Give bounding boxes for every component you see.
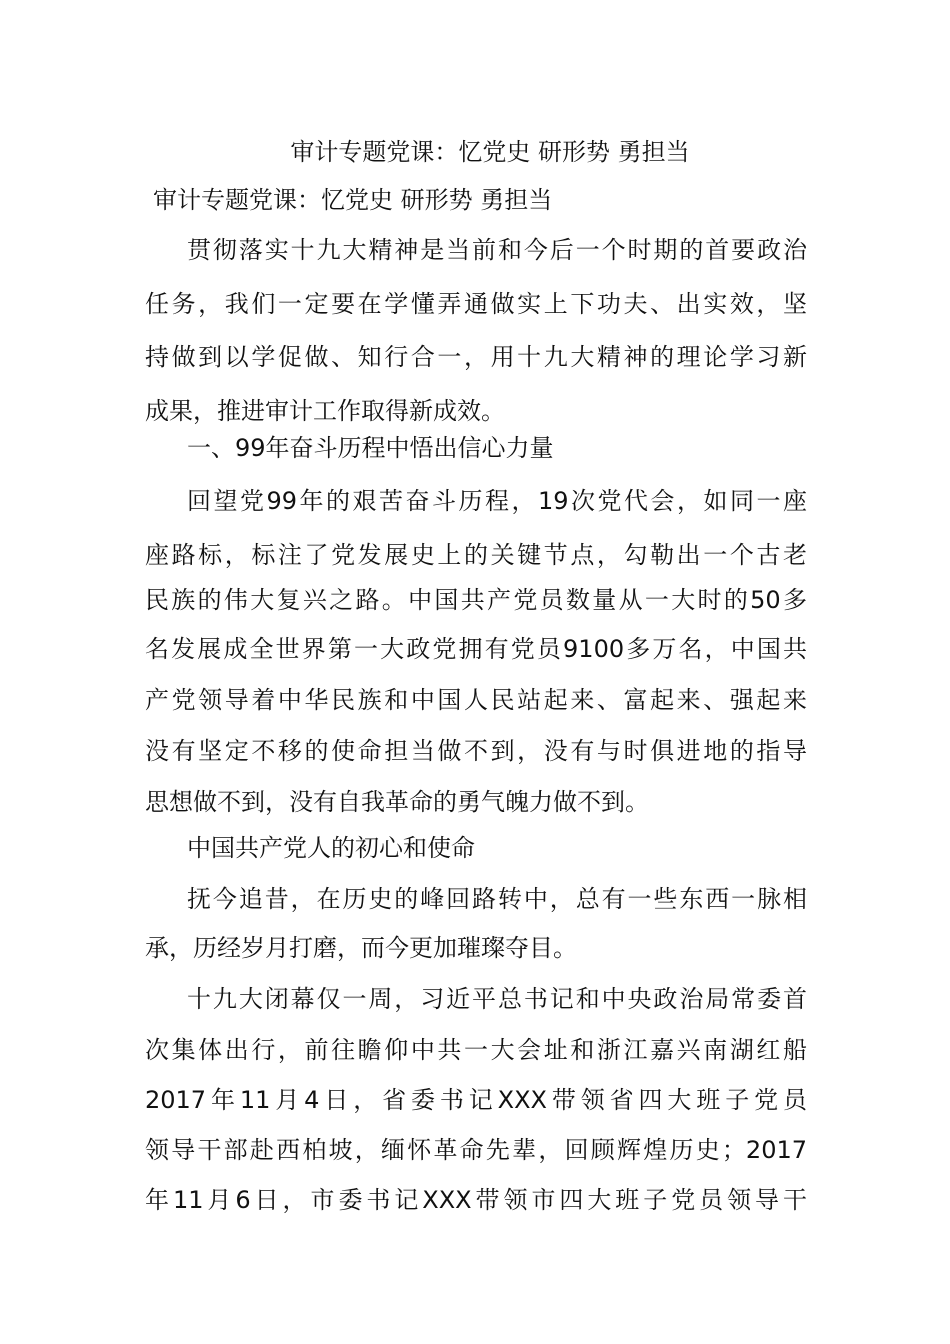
paragraph-line: 十九大闭幕仅一周，习近平总书记和中央政治局常委首: [187, 985, 807, 1013]
paragraph-line: 任务，我们一定要在学懂弄通做实上下功夫、出实效，坚: [145, 290, 807, 318]
paragraph-line: 没有坚定不移的使命担当做不到，没有与时俱进地的指导: [145, 737, 807, 765]
paragraph-line: 民族的伟大复兴之路。中国共产党员数量从一大时的50多: [145, 586, 807, 614]
paragraph-line: 2017年11月4日，省委书记XXX带领省四大班子党员: [145, 1086, 807, 1114]
paragraph-line: 成果，推进审计工作取得新成效。: [145, 397, 505, 425]
paragraph-line: 回望党99年的艰苦奋斗历程，19次党代会，如同一座: [187, 487, 807, 515]
paragraph-line: 座路标，标注了党发展史上的关键节点，勾勒出一个古老: [145, 541, 807, 569]
paragraph-line: 年11月6日，市委书记XXX带领市四大班子党员领导干: [145, 1186, 807, 1214]
document-subtitle: 审计专题党课：忆党史 研形势 勇担当: [153, 186, 553, 214]
paragraph-line: 抚今追昔，在历史的峰回路转中，总有一些东西一脉相: [187, 885, 807, 913]
section-heading: 一、99年奋斗历程中悟出信心力量: [187, 434, 554, 462]
paragraph-line: 思想做不到，没有自我革命的勇气魄力做不到。: [145, 788, 649, 816]
paragraph-line: 名发展成全世界第一大政党拥有党员9100多万名，中国共: [145, 635, 807, 663]
paragraph-line: 领导干部赴西柏坡，缅怀革命先辈，回顾辉煌历史；2017: [145, 1136, 807, 1164]
document-title: 审计专题党课：忆党史 研形势 勇担当: [290, 138, 690, 166]
paragraph-line: 产党领导着中华民族和中国人民站起来、富起来、强起来: [145, 686, 807, 714]
section-heading: 中国共产党人的初心和使命: [187, 834, 475, 862]
paragraph-line: 次集体出行，前往瞻仰中共一大会址和浙江嘉兴南湖红船: [145, 1036, 807, 1064]
paragraph-line: 承，历经岁月打磨，而今更加璀璨夺目。: [145, 934, 577, 962]
paragraph-line: 持做到以学促做、知行合一，用十九大精神的理论学习新: [145, 343, 807, 371]
paragraph-line: 贯彻落实十九大精神是当前和今后一个时期的首要政治: [187, 236, 807, 264]
